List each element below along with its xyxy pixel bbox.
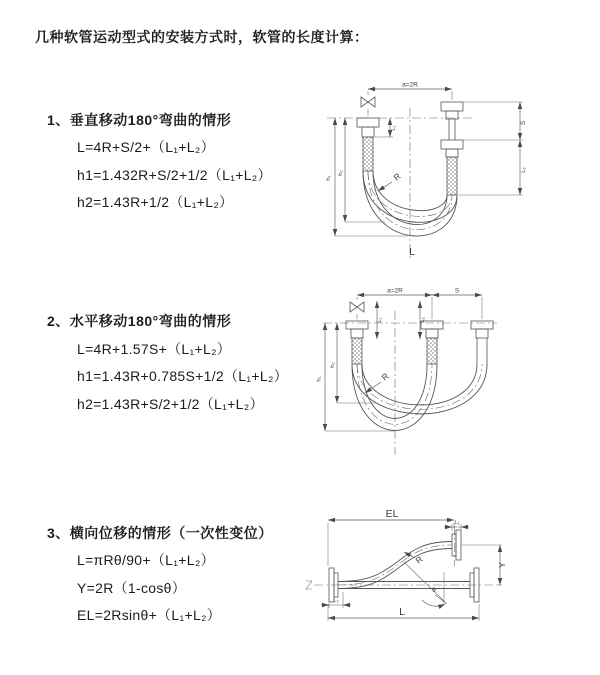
braid-section [447,157,457,195]
section-3-formula-EL: EL=2Rsinθ+（L₁+L₂） [77,607,222,623]
braid-section [352,338,362,364]
dimension-l1 [377,301,383,339]
centerline-break [306,581,312,589]
radius-label: R [391,170,403,183]
dim-h2-label: h₂ [338,170,344,176]
displaced-hose-curve [338,530,461,589]
length-label: L [409,246,415,258]
left-hose-end-fitting [357,118,379,171]
dim-h2-label: h₂ [330,362,336,368]
section-1-heading: 1、垂直移动180°弯曲的情形 [47,112,232,128]
dim-s-label: S [454,287,460,295]
angle-theta-label: θ [432,587,436,594]
section-2-formula-h2: h2=1.43R+S/2+1/2（L₁+L₂） [77,396,264,412]
section-3-formula-Y: Y=2R（1-cosθ） [77,580,187,596]
radius-callout [378,171,403,191]
dim-l2-label: L₂ [420,317,426,323]
dimension-l2 [321,592,351,608]
dimension-l1 [444,520,469,531]
dim-y-label: Y [497,562,507,568]
centerlines [323,311,497,455]
right-hose-end-fitting [441,102,463,195]
section-1-formula-h2: h2=1.43R+1/2（L₁+L₂） [77,194,234,210]
braid-section [363,137,373,171]
diagram-horizontal-180-bend [315,283,600,460]
dimension-l [328,604,479,621]
dim-h1-label: h₁ [316,376,323,382]
dimension-l1 [375,118,397,137]
dimension-a-2r [368,82,452,101]
angle-theta [404,562,447,606]
dim-a2r-label: a=2R [387,287,403,295]
radius-label: R [413,553,425,566]
section-2-formula-L: L=4R+1.57S+（L₁+L₂） [77,341,232,357]
u-hose-position-2 [352,364,487,414]
braid-section [427,338,437,364]
dim-l2-label: L₂ [521,167,527,173]
dim-a2r-label: a=2R [402,81,418,89]
radius-callout [404,552,425,566]
page-title: 几种软管运动型式的安装方式时，软管的长度计算： [35,29,369,45]
moving-hose-end-fitting-pos1 [421,321,443,364]
dim-s-label: S [520,120,527,126]
radius-label: R [379,370,391,383]
u-hose-position-1 [352,364,437,430]
valve-icon [350,297,364,319]
radius-callout [365,371,391,393]
displaced-flange [452,534,456,556]
dim-l2-label: L₂ [333,598,339,604]
section-2-heading: 2、水平移动180°弯曲的情形 [47,313,232,329]
dimension-el [328,508,454,566]
dim-l-label: L [399,606,405,618]
diagram-vertical-180-bend [315,78,595,263]
dim-l1-label: L₁ [454,520,460,526]
dim-l1-label: L₁ [377,317,383,323]
dimension-s [463,102,527,140]
dimension-l2 [459,140,527,195]
dimension-a-2r [357,287,432,323]
dim-el-label: EL [385,508,399,520]
valve-icon [361,91,375,116]
moving-hose-end-fitting-pos2 [471,321,493,364]
dimension-y [462,545,507,585]
dimension-s [432,288,482,320]
dim-h1-label: h₁ [326,175,332,181]
section-3-formula-L: L=πRθ/90+（L₁+L₂） [77,552,215,568]
section-2-formula-h1: h1=1.43R+0.785S+1/2（L₁+L₂） [77,368,288,384]
section-3-heading: 3、横向位移的情形（一次性变位） [47,525,273,541]
dimension-l2 [420,301,426,339]
section-1-formula-L: L=4R+S/2+（L₁+L₂） [77,139,215,155]
centerlines [306,526,498,589]
dim-l1-label: L₁ [391,125,397,131]
section-1-formula-h1: h1=1.432R+S/2+1/2（L₁+L₂） [77,167,272,183]
diagram-lateral-displacement [300,498,595,653]
fixed-hose-end-fitting [346,321,368,364]
